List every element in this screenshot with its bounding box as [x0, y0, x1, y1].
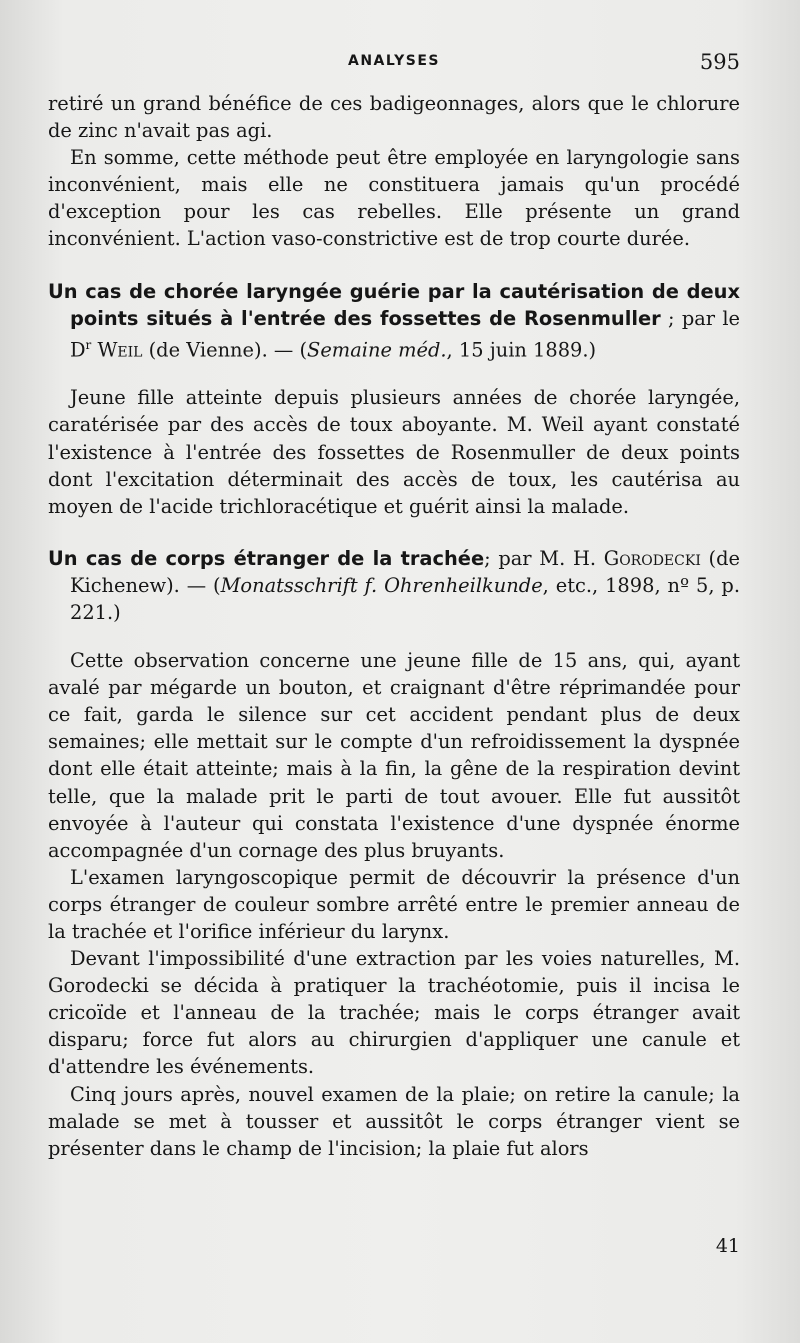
signature-mark: 41	[715, 1235, 740, 1257]
page-header	[48, 50, 740, 80]
article-1-body: Jeune fille atteinte depuis plusieurs années de chorée laryngée, caratérisée par des accès de toux aboyante. M. Weil ayant constaté l'existence à l'entrée des fossettes de Rosenmuller de deux points dont l'excitation déterminait des accès de toux, les cautérisa au moyen de l'acide trichloracétique et guérit ainsi la malade.	[48, 386, 740, 518]
intro-paragraph-2: En somme, cette méthode peut être employée en laryngologie sans inconvénient, mais elle ne constituera jamais qu'un procédé d'exception pour les cas rebelles. Elle présente un grand inconvénient. L'action vaso-constrictive est de trop courte durée.	[48, 146, 740, 251]
article-2-author: Gorodecki	[603, 546, 701, 570]
article-2-date: , etc., 1898, nº 5, p. 221.)	[70, 573, 740, 624]
article-1-title	[48, 278, 740, 364]
article-2-journal: Monatsschrift f. Ohrenheilkunde	[220, 573, 543, 597]
article-2-title	[48, 545, 740, 626]
intro-paragraph-1: retiré un grand bénéfice de ces badigeonnages, alors que le chlorure de zinc n'avait pas agi.	[48, 92, 740, 143]
article-2-paragraph-4: Cinq jours après, nouvel examen de la plaie; on retire la canule; la malade se met à tousser et aussitôt le corps étranger vient se présenter dans le champ de l'incision; la plaie fut alors	[48, 1082, 740, 1160]
article-1-author: Weil	[91, 338, 143, 362]
article-2-place: (de Kichenew). — (	[70, 546, 740, 597]
page-body	[48, 90, 740, 1162]
article-1-date: , 15 juin 1889.)	[446, 338, 597, 362]
article-2-paragraph-3: Devant l'impossibilité d'une extraction par les voies naturelles, M. Gorodecki se décida à pratiquer la trachéotomie, puis il incisa le cricoïde et l'anneau de la trachée; mais le corps étranger avait disparu; force fut alors au chirurgien d'appliquer une canule et d'attendre les événements.	[48, 947, 740, 1079]
running-head: ANALYSES	[348, 53, 440, 69]
article-1-place: (de Vienne). — (	[142, 338, 308, 362]
article-1-journal: Semaine méd.	[307, 338, 447, 362]
article-1-title-sep: ; par le D	[70, 306, 740, 362]
article-2-paragraph-2: L'examen laryngoscopique permit de découvrir la présence d'un corps étranger de couleur sombre arrêté entre le premier anneau de la trachée et l'orifice inférieur du larynx.	[48, 865, 740, 943]
article-1-title-bold: Un cas de chorée laryngée guérie par la cautérisation de deux points situés à l'entrée des fossettes de Rosenmuller	[48, 279, 740, 330]
page-number: 595	[699, 50, 740, 74]
article-2-title-sep: ; par M. H.	[484, 546, 604, 570]
article-2-title-bold: Un cas de corps étranger de la trachée	[48, 546, 485, 570]
article-2-paragraph-1: Cette observation concerne une jeune fille de 15 ans, qui, ayant avalé par mégarde un bouton, et craignant d'être réprimandée pour ce fait, garda le silence sur cet accident pendant plus de deux semaines; elle mettait sur le compte d'un refroidissement la dyspnée dont elle était atteinte; mais à la fin, la gêne de la respiration devint telle, que la malade prit le parti de tout avouer. Elle fut aussitôt envoyée à l'auteur qui constata l'existence d'une dyspnée énorme accompagnée d'un cornage des plus bruyants.	[48, 649, 740, 862]
article-1-title-dr-sup: r	[85, 337, 92, 352]
